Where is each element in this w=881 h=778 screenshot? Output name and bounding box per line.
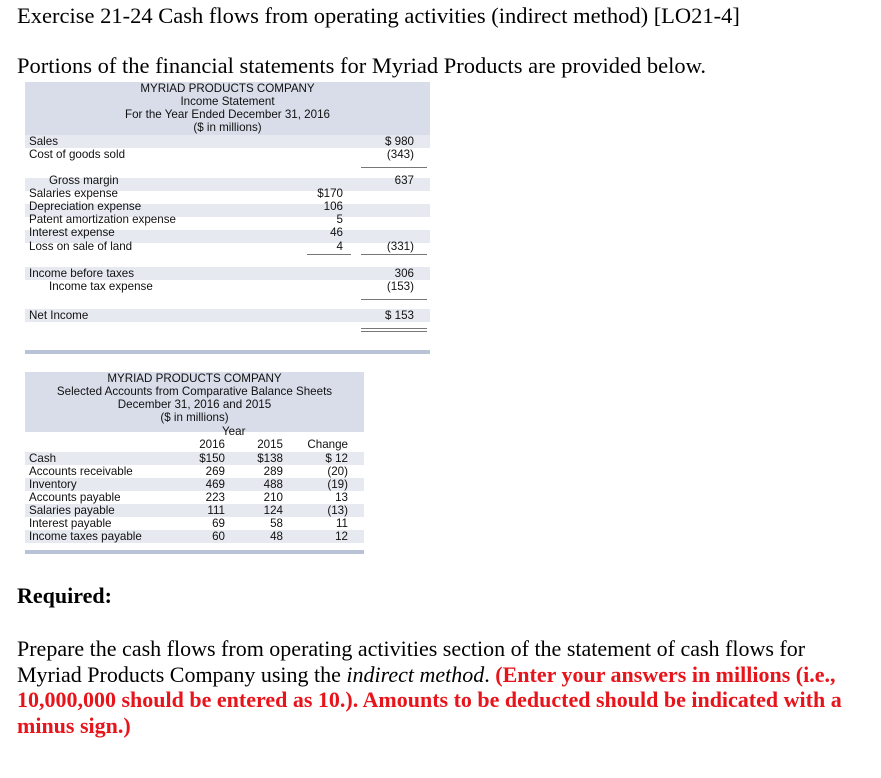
row-value: 306 bbox=[394, 267, 414, 280]
value-change: 11 bbox=[335, 517, 348, 530]
table-row bbox=[29, 267, 427, 280]
required-label: Required: bbox=[17, 583, 112, 608]
row-value: (153) bbox=[386, 280, 414, 293]
intro-text: Portions of the financial statements for Myriad Products are provided below. bbox=[17, 53, 706, 78]
row-label: Cost of goods sold bbox=[29, 148, 126, 161]
statement-period: December 31, 2016 and 2015 bbox=[117, 398, 272, 411]
row-label: Loss on sale of land bbox=[29, 240, 133, 253]
row-value: $170 bbox=[317, 187, 343, 200]
income-statement-table bbox=[25, 82, 430, 354]
year-label: Year bbox=[222, 425, 246, 438]
row-label: Income before taxes bbox=[29, 267, 135, 280]
table-row bbox=[29, 226, 427, 239]
row-value: (331) bbox=[386, 240, 414, 253]
row-value: 4 bbox=[336, 240, 343, 253]
row-label: Interest expense bbox=[29, 226, 115, 239]
table-row bbox=[29, 174, 427, 187]
value-2015: 289 bbox=[263, 465, 283, 478]
table-row bbox=[25, 517, 364, 530]
row-label: Net Income bbox=[29, 309, 89, 322]
value-2016: 60 bbox=[212, 530, 225, 543]
value-2015: $138 bbox=[257, 452, 283, 465]
statement-title: Income Statement bbox=[180, 95, 275, 108]
row-value: (343) bbox=[386, 148, 414, 161]
company-name: MYRIAD PRODUCTS COMPANY bbox=[140, 82, 315, 95]
value-2016: 469 bbox=[205, 478, 225, 491]
instructions-part2: . bbox=[484, 661, 496, 687]
table-row bbox=[29, 148, 427, 161]
statement-units: ($ in millions) bbox=[160, 411, 229, 424]
statement-units: ($ in millions) bbox=[193, 121, 262, 134]
value-2016: 223 bbox=[205, 491, 225, 504]
column-header-row bbox=[25, 438, 364, 451]
row-value: 5 bbox=[336, 213, 343, 226]
column-header: 2016 bbox=[199, 438, 225, 451]
value-2015: 58 bbox=[270, 517, 283, 530]
row-label: Interest payable bbox=[29, 517, 112, 530]
value-change: $ 12 bbox=[325, 452, 348, 465]
value-2015: 488 bbox=[263, 478, 283, 491]
table-row bbox=[25, 452, 364, 465]
value-2016: 111 bbox=[207, 504, 225, 517]
row-label: Accounts receivable bbox=[29, 465, 133, 478]
statement-title: Selected Accounts from Comparative Balance Sheets bbox=[56, 385, 333, 398]
value-2015: 48 bbox=[270, 530, 283, 543]
row-label: Gross margin bbox=[49, 174, 119, 187]
row-label: Sales bbox=[29, 135, 59, 148]
value-2015: 124 bbox=[263, 504, 283, 517]
row-label: Cash bbox=[29, 452, 57, 465]
value-change: (19) bbox=[327, 478, 348, 491]
row-label: Salaries expense bbox=[29, 187, 118, 200]
column-header: Change bbox=[307, 438, 348, 451]
table-row bbox=[29, 240, 427, 253]
column-header: 2015 bbox=[257, 438, 283, 451]
row-label: Income taxes payable bbox=[29, 530, 142, 543]
table-row bbox=[29, 309, 427, 322]
table-row bbox=[29, 200, 427, 213]
balance-sheet-table bbox=[25, 372, 364, 554]
table-row bbox=[25, 530, 364, 543]
table-row bbox=[29, 135, 427, 148]
value-2016: $150 bbox=[199, 452, 225, 465]
statement-period: For the Year Ended December 31, 2016 bbox=[125, 108, 330, 121]
exercise-heading: Exercise 21-24 Cash flows from operating activities (indirect method) [LO21-4] bbox=[17, 3, 740, 28]
instructions-method: indirect method bbox=[346, 661, 485, 687]
value-2016: 269 bbox=[205, 465, 225, 478]
table-row bbox=[25, 465, 364, 478]
value-change: (20) bbox=[327, 465, 348, 478]
table-row bbox=[29, 280, 427, 293]
row-value: $ 980 bbox=[384, 135, 414, 148]
income-statement-header bbox=[25, 82, 430, 135]
value-2016: 69 bbox=[212, 517, 225, 530]
instructions-note: (Enter your answers in millions (i.e., 10,000,000 should be entered as 10.). Amounts to be deducted should be indicated with a minus sign.) bbox=[17, 661, 842, 738]
balance-sheet-header bbox=[25, 372, 364, 432]
row-label: Depreciation expense bbox=[29, 200, 142, 213]
instructions-part1: Prepare the cash flows from operating activities section of the statement of cash flows for Myriad Products Company using the bbox=[17, 636, 806, 687]
value-change: (13) bbox=[327, 504, 348, 517]
instructions-text bbox=[17, 636, 872, 738]
row-label: Income tax expense bbox=[49, 280, 153, 293]
row-label: Salaries payable bbox=[29, 504, 115, 517]
row-value: 637 bbox=[394, 174, 414, 187]
row-label: Accounts payable bbox=[29, 491, 121, 504]
table-row bbox=[29, 213, 427, 226]
year-label-row bbox=[25, 425, 364, 438]
value-2015: 210 bbox=[263, 491, 283, 504]
company-name: MYRIAD PRODUCTS COMPANY bbox=[107, 372, 282, 385]
row-value: 106 bbox=[323, 200, 343, 213]
table-row bbox=[29, 187, 427, 200]
table-row bbox=[25, 491, 364, 504]
table-row bbox=[25, 504, 364, 517]
row-label: Patent amortization expense bbox=[29, 213, 176, 226]
table-row bbox=[25, 478, 364, 491]
value-change: 13 bbox=[335, 491, 348, 504]
value-change: 12 bbox=[335, 530, 348, 543]
row-value: 46 bbox=[330, 226, 343, 239]
row-value: $ 153 bbox=[384, 309, 414, 322]
row-label: Inventory bbox=[29, 478, 77, 491]
